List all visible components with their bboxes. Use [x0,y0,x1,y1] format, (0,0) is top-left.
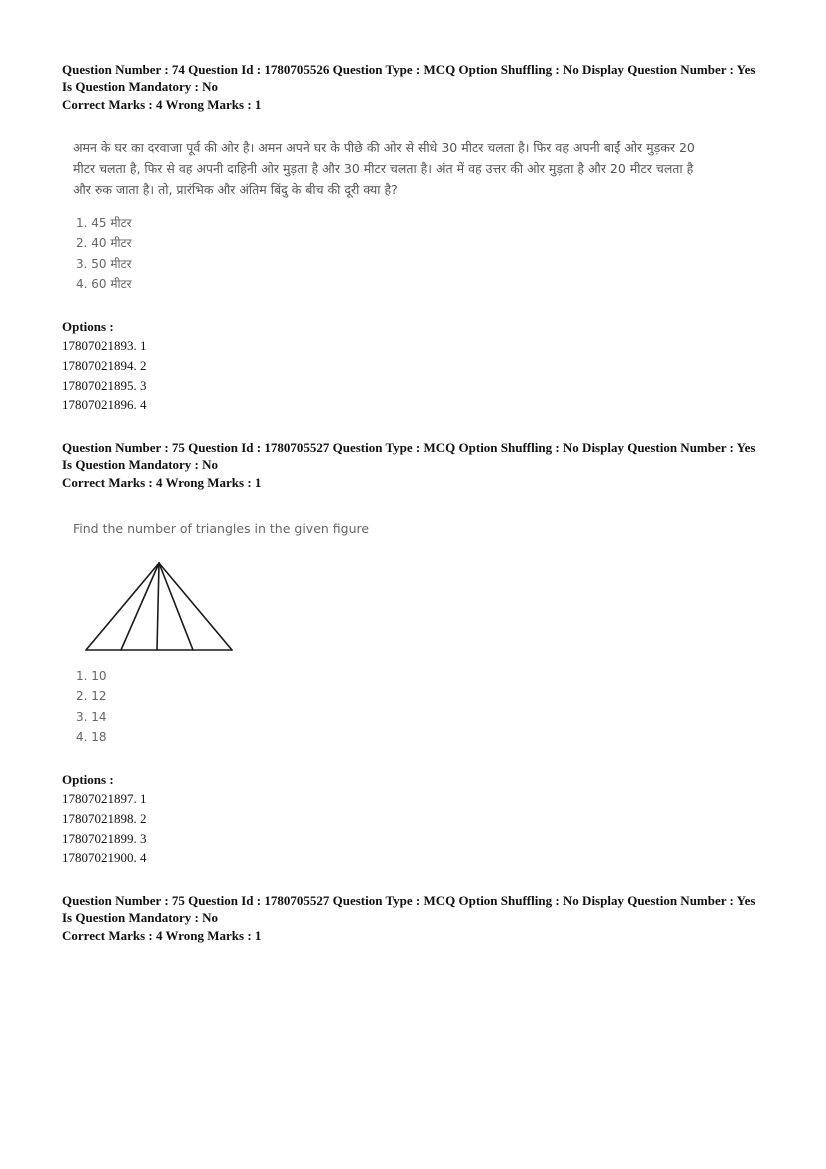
question-meta-line: Question Number : 74 Question Id : 1780705526 Question Type : MCQ Option Shuffling : No Display Question Number : Yes [62,62,756,77]
choice-item: 3. 50 मीटर [76,256,132,271]
option-item: 17807021893. 1 [62,338,147,353]
question-75-choices [76,666,107,747]
option-item: 17807021896. 4 [62,397,147,413]
option-item: 17807021898. 2 [62,810,147,826]
question-text-line: मीटर चलता है, फिर से वह अपनी दाहिनी ओर मुड़ता है और 30 मीटर चलता है। अंत में वह उत्तर की ओर मुड़ता है और 20 मीटर चलता है [73,161,694,176]
choice-item: 4. 60 मीटर [76,276,132,291]
option-item: 17807021894. 2 [62,357,147,373]
option-item: 17807021897. 1 [62,791,147,806]
question-74-text [73,137,695,200]
options-label: Options : [62,772,114,787]
marks-line: Correct Marks : 4 Wrong Marks : 1 [62,928,262,943]
question-75-options [62,789,147,868]
choice-item: 4. 18 [76,729,107,744]
figure-inner-line [157,563,159,650]
question-75-repeat-header [62,892,755,944]
question-text-line: अमन के घर का दरवाजा पूर्व की ओर है। अमन अपने घर के पीछे की ओर से सीधे 30 मीटर चलता है। फिर वह अपनी बाईं ओर मुड़कर 20 [73,140,695,155]
question-74-choices [76,213,132,294]
question-75-text: Find the number of triangles in the given figure [73,521,370,536]
figure-inner-line [121,563,159,650]
question-74-options [62,336,147,415]
marks-line: Correct Marks : 4 Wrong Marks : 1 [62,97,262,112]
choice-item: 3. 14 [76,709,107,724]
choice-item: 2. 12 [76,689,107,704]
choice-item: 1. 10 [76,669,107,683]
figure-left-edge [86,563,159,650]
figure-inner-line [159,563,193,650]
question-meta-line: Question Number : 75 Question Id : 1780705527 Question Type : MCQ Option Shuffling : No Display Question Number : Yes [62,893,756,908]
figure-right-edge [159,563,232,650]
choice-item: 2. 40 मीटर [76,236,132,251]
question-meta-line: Question Number : 75 Question Id : 1780705527 Question Type : MCQ Option Shuffling : No Display Question Number : Yes [62,440,756,455]
question-text-line: और रुक जाता है। तो, प्रारंभिक और अंतिम बिंदु के बीच की दूरी क्या है? [73,182,398,197]
triangle-figure-icon [80,559,240,655]
mandatory-line: Is Question Mandatory : No [62,910,219,925]
option-item: 17807021895. 3 [62,377,147,393]
question-75-header [62,439,755,491]
choice-item: 1. 45 मीटर [76,216,132,230]
option-item: 17807021899. 3 [62,830,147,846]
mandatory-line: Is Question Mandatory : No [62,457,219,472]
question-74-header [62,61,755,113]
option-item: 17807021900. 4 [62,850,147,866]
marks-line: Correct Marks : 4 Wrong Marks : 1 [62,475,262,490]
options-label: Options : [62,319,114,334]
mandatory-line: Is Question Mandatory : No [62,79,219,94]
